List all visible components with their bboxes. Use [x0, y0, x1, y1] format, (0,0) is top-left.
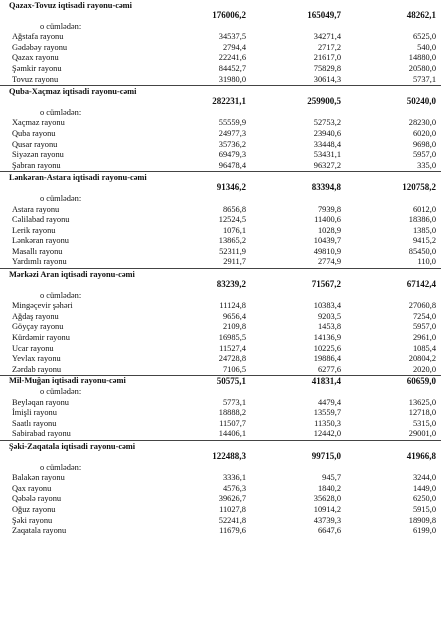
- value-col-1: 55559,9: [218, 118, 246, 128]
- district-row: [0, 205, 441, 216]
- including-label: o cümlədən:: [40, 387, 82, 396]
- value-col-2: 43739,3: [313, 515, 341, 525]
- district-row: [0, 333, 441, 344]
- subheading-row: [0, 291, 441, 302]
- value-col-3: 41966,8: [406, 450, 436, 461]
- value-col-1: 96478,4: [218, 160, 246, 170]
- value-col-2: 945,7: [322, 473, 341, 483]
- region-total-row: [0, 0, 441, 22]
- value-col-1: 122488,3: [212, 450, 246, 461]
- including-label: o cümlədən:: [40, 107, 82, 117]
- district-row: [0, 129, 441, 140]
- value-col-2: 99715,0: [311, 450, 341, 461]
- value-col-3: 13625,0: [408, 397, 436, 407]
- district-name: Kürdəmir rayonu: [12, 333, 70, 343]
- value-col-3: 5915,0: [412, 504, 436, 514]
- district-name: Masallı rayonu: [12, 246, 63, 256]
- district-row: [0, 226, 441, 237]
- including-label: o cümlədən:: [40, 193, 82, 203]
- district-name: Siyəzən rayonu: [12, 150, 64, 160]
- value-col-3: 18909,8: [408, 515, 436, 525]
- value-col-1: 34537,5: [218, 32, 246, 42]
- value-col-3: 5737,1: [412, 74, 436, 84]
- value-col-3: 2020,0: [412, 364, 436, 374]
- value-col-2: 13559,7: [313, 408, 341, 418]
- including-label: o cümlədən:: [40, 462, 82, 472]
- subheading-row: [0, 22, 441, 33]
- value-col-1: 1076,1: [222, 225, 246, 235]
- region-name: Qazax-Tovuz iqtisadi rayonu-cəmi: [9, 1, 132, 10]
- value-col-1: 5773,1: [222, 397, 246, 407]
- district-name: Yardımlı rayonu: [12, 257, 67, 267]
- district-name: Lerik rayonu: [12, 225, 56, 235]
- value-col-3: 5957,0: [412, 322, 436, 332]
- district-row: [0, 140, 441, 151]
- district-row: [0, 43, 441, 54]
- value-col-3: 6020,0: [412, 128, 436, 138]
- value-col-1: 35736,2: [218, 139, 246, 149]
- value-col-2: 6647,6: [317, 526, 341, 536]
- value-col-3: 2961,0: [412, 333, 436, 343]
- value-col-2: 2717,2: [317, 42, 341, 52]
- district-row: [0, 354, 441, 365]
- value-col-1: 24977,3: [218, 128, 246, 138]
- district-name: Şəki rayonu: [12, 515, 53, 525]
- district-name: Cəlilabad rayonu: [12, 215, 70, 225]
- value-col-1: 52241,8: [218, 515, 246, 525]
- district-row: [0, 322, 441, 333]
- district-row: [0, 484, 441, 495]
- value-col-1: 11507,7: [219, 418, 246, 428]
- value-col-3: 18386,0: [408, 215, 436, 225]
- district-name: Balakən rayonu: [12, 473, 65, 483]
- value-col-1: 9656,4: [222, 311, 246, 321]
- district-row: [0, 494, 441, 505]
- value-col-1: 11027,8: [219, 504, 246, 514]
- value-col-2: 6277,6: [317, 364, 341, 374]
- district-row: [0, 526, 441, 537]
- value-col-1: 11679,6: [219, 526, 246, 536]
- value-col-1: 52311,9: [219, 246, 246, 256]
- district-name: Qax rayonu: [12, 483, 52, 493]
- district-name: Tovuz rayonu: [12, 74, 59, 84]
- district-name: Sabirabad rayonu: [12, 429, 71, 439]
- value-col-2: 7939,8: [317, 204, 341, 214]
- district-name: Yevlax rayonu: [12, 354, 61, 364]
- value-col-3: 1385,0: [412, 225, 436, 235]
- value-col-2: 1028,9: [317, 225, 341, 235]
- region-name: Mərkəzi Aran iqtisadi rayonu-cəmi: [9, 270, 135, 280]
- value-col-1: 11527,4: [219, 343, 246, 353]
- value-col-3: 28230,0: [408, 118, 436, 128]
- value-col-3: 12718,0: [408, 408, 436, 418]
- including-label: o cümlədən:: [40, 290, 82, 300]
- subheading-row: [0, 108, 441, 119]
- value-col-1: 24728,8: [218, 354, 246, 364]
- value-col-1: 2911,7: [223, 257, 246, 267]
- district-row: [0, 419, 441, 430]
- district-row: [0, 215, 441, 226]
- value-col-2: 19886,4: [313, 354, 341, 364]
- value-col-2: 2774,9: [317, 257, 341, 267]
- value-col-1: 282231,1: [212, 96, 246, 107]
- district-row: [0, 301, 441, 312]
- value-col-3: 1085,4: [412, 343, 436, 353]
- value-col-2: 14136,9: [313, 333, 341, 343]
- district-row: [0, 150, 441, 161]
- value-col-3: 9415,2: [412, 236, 436, 246]
- district-row: [0, 398, 441, 409]
- region-total-row: [0, 85, 441, 108]
- value-col-2: 259900,5: [307, 96, 341, 107]
- value-col-2: 71567,2: [311, 279, 341, 290]
- value-col-1: 2109,8: [222, 322, 246, 332]
- district-row: [0, 75, 441, 86]
- region-name: Mil-Muğan iqtisadi rayonu-cəmi: [9, 376, 126, 386]
- value-col-1: 84452,7: [218, 63, 246, 73]
- value-col-3: 335,0: [417, 160, 436, 170]
- value-col-3: 67142,4: [406, 279, 436, 290]
- value-col-3: 29001,0: [408, 429, 436, 439]
- subheading-row: [0, 387, 441, 398]
- value-col-2: 53431,1: [313, 150, 341, 160]
- value-col-1: 14406,1: [218, 429, 246, 439]
- value-col-3: 3244,0: [412, 473, 436, 483]
- value-col-1: 69479,3: [218, 150, 246, 160]
- value-col-2: 10383,4: [313, 301, 341, 311]
- value-col-2: 75829,8: [313, 63, 341, 73]
- value-col-3: 1449,0: [412, 483, 436, 493]
- value-col-1: 83239,2: [216, 279, 246, 290]
- district-row: [0, 247, 441, 258]
- district-name: Astara rayonu: [12, 204, 60, 214]
- district-name: Qusar rayonu: [12, 139, 58, 149]
- value-col-2: 21617,0: [313, 53, 341, 63]
- value-col-2: 30614,3: [313, 74, 341, 84]
- value-col-1: 50575,1: [216, 376, 246, 387]
- value-col-2: 4479,4: [317, 397, 341, 407]
- value-col-2: 52753,2: [313, 118, 341, 128]
- district-row: [0, 64, 441, 75]
- district-name: Saatlı rayonu: [12, 418, 57, 428]
- value-col-2: 1453,8: [317, 322, 341, 332]
- value-col-3: 7254,0: [412, 311, 436, 321]
- value-col-1: 7106,5: [222, 364, 246, 374]
- value-col-3: 120758,2: [402, 182, 436, 193]
- district-name: Beyləqan rayonu: [12, 397, 69, 407]
- district-name: Ağdaş rayonu: [12, 311, 59, 321]
- district-row: [0, 365, 441, 376]
- region-total-row: [0, 375, 441, 387]
- district-row: [0, 257, 441, 268]
- including-label: o cümlədən:: [40, 21, 82, 31]
- value-col-2: 10914,2: [313, 504, 341, 514]
- district-row: [0, 53, 441, 64]
- value-col-1: 4576,3: [222, 483, 246, 493]
- value-col-3: 9698,0: [412, 139, 436, 149]
- district-name: Ucar rayonu: [12, 343, 54, 353]
- district-name: Şəmkir rayonu: [12, 63, 62, 73]
- region-name: Şəki-Zaqatala iqtisadi rayonu-cəmi: [9, 441, 136, 451]
- district-name: Şabran rayonu: [12, 160, 61, 170]
- district-name: İmişli rayonu: [12, 408, 57, 418]
- district-row: [0, 408, 441, 419]
- district-name: Ağstafa rayonu: [12, 32, 64, 42]
- value-col-1: 8656,8: [222, 204, 246, 214]
- subheading-row: [0, 463, 441, 474]
- value-col-3: 20804,2: [408, 354, 436, 364]
- value-col-2: 10439,7: [313, 236, 341, 246]
- value-col-3: 6525,0: [412, 32, 436, 42]
- subheading-row: [0, 194, 441, 205]
- value-col-3: 14880,0: [408, 53, 436, 63]
- district-name: Zərdab rayonu: [12, 364, 62, 374]
- district-name: Göyçay rayonu: [12, 322, 64, 332]
- value-col-2: 9203,5: [317, 311, 341, 321]
- value-col-2: 23940,6: [313, 128, 341, 138]
- value-col-1: 2794,4: [222, 42, 246, 52]
- value-col-2: 35628,0: [313, 494, 341, 504]
- district-row: [0, 118, 441, 129]
- value-col-1: 39626,7: [218, 494, 246, 504]
- value-col-1: 11124,8: [219, 301, 246, 311]
- district-name: Mingəçevir şəhəri: [12, 301, 73, 311]
- value-col-2: 33448,4: [313, 139, 341, 149]
- value-col-2: 34271,4: [313, 32, 341, 42]
- value-col-3: 6199,0: [412, 526, 436, 536]
- value-col-1: 3336,1: [222, 473, 246, 483]
- value-col-2: 11350,3: [314, 418, 341, 428]
- district-name: Qəbələ rayonu: [12, 494, 62, 504]
- value-col-1: 12524,5: [218, 215, 246, 225]
- region-total-row: [0, 440, 441, 463]
- district-name: Xaçmaz rayonu: [12, 118, 65, 128]
- district-row: [0, 505, 441, 516]
- value-col-2: 10225,6: [313, 343, 341, 353]
- value-col-3: 60659,0: [406, 376, 436, 387]
- district-name: Lənkəran rayonu: [12, 236, 69, 246]
- district-row: [0, 473, 441, 484]
- value-col-3: 540,0: [417, 42, 436, 52]
- value-col-1: 18888,2: [218, 408, 246, 418]
- value-col-3: 5957,0: [412, 150, 436, 160]
- value-col-3: 6250,0: [412, 494, 436, 504]
- value-col-3: 50240,0: [406, 96, 436, 107]
- value-col-2: 11400,6: [314, 215, 341, 225]
- value-col-1: 91346,2: [216, 182, 246, 193]
- value-col-3: 20580,0: [408, 63, 436, 73]
- district-row: [0, 236, 441, 247]
- district-name: Qazax rayonu: [12, 53, 59, 63]
- value-col-3: 6012,0: [412, 204, 436, 214]
- district-row: [0, 32, 441, 43]
- value-col-1: 16985,5: [218, 333, 246, 343]
- value-col-3: 48262,1: [406, 10, 436, 20]
- value-col-1: 13865,2: [218, 236, 246, 246]
- value-col-2: 49810,9: [313, 246, 341, 256]
- district-row: [0, 344, 441, 355]
- region-name: Quba-Xaçmaz iqtisadi rayonu-cəmi: [9, 87, 137, 97]
- value-col-2: 12442,0: [313, 429, 341, 439]
- value-col-2: 41831,4: [311, 376, 341, 387]
- value-col-1: 22241,6: [218, 53, 246, 63]
- district-name: Gədəbəy rayonu: [12, 42, 68, 52]
- district-name: Zaqatala rayonu: [12, 526, 67, 536]
- region-total-row: [0, 171, 441, 194]
- district-row: [0, 429, 441, 440]
- district-row: [0, 161, 441, 172]
- value-col-1: 176006,2: [212, 10, 246, 20]
- value-col-2: 1840,2: [317, 483, 341, 493]
- value-col-3: 85450,0: [408, 246, 436, 256]
- region-name: Lənkəran-Astara iqtisadi rayonu-cəmi: [9, 173, 147, 183]
- district-row: [0, 516, 441, 527]
- district-row: [0, 312, 441, 323]
- district-name: Oğuz rayonu: [12, 504, 56, 514]
- value-col-2: 83394,8: [311, 182, 341, 193]
- value-col-2: 96327,2: [313, 160, 341, 170]
- value-col-3: 5315,0: [412, 418, 436, 428]
- district-name: Quba rayonu: [12, 128, 56, 138]
- value-col-3: 27060,8: [408, 301, 436, 311]
- value-col-3: 110,0: [417, 257, 436, 267]
- region-total-row: [0, 268, 441, 291]
- value-col-1: 31980,0: [218, 74, 246, 84]
- value-col-2: 165049,7: [307, 10, 341, 20]
